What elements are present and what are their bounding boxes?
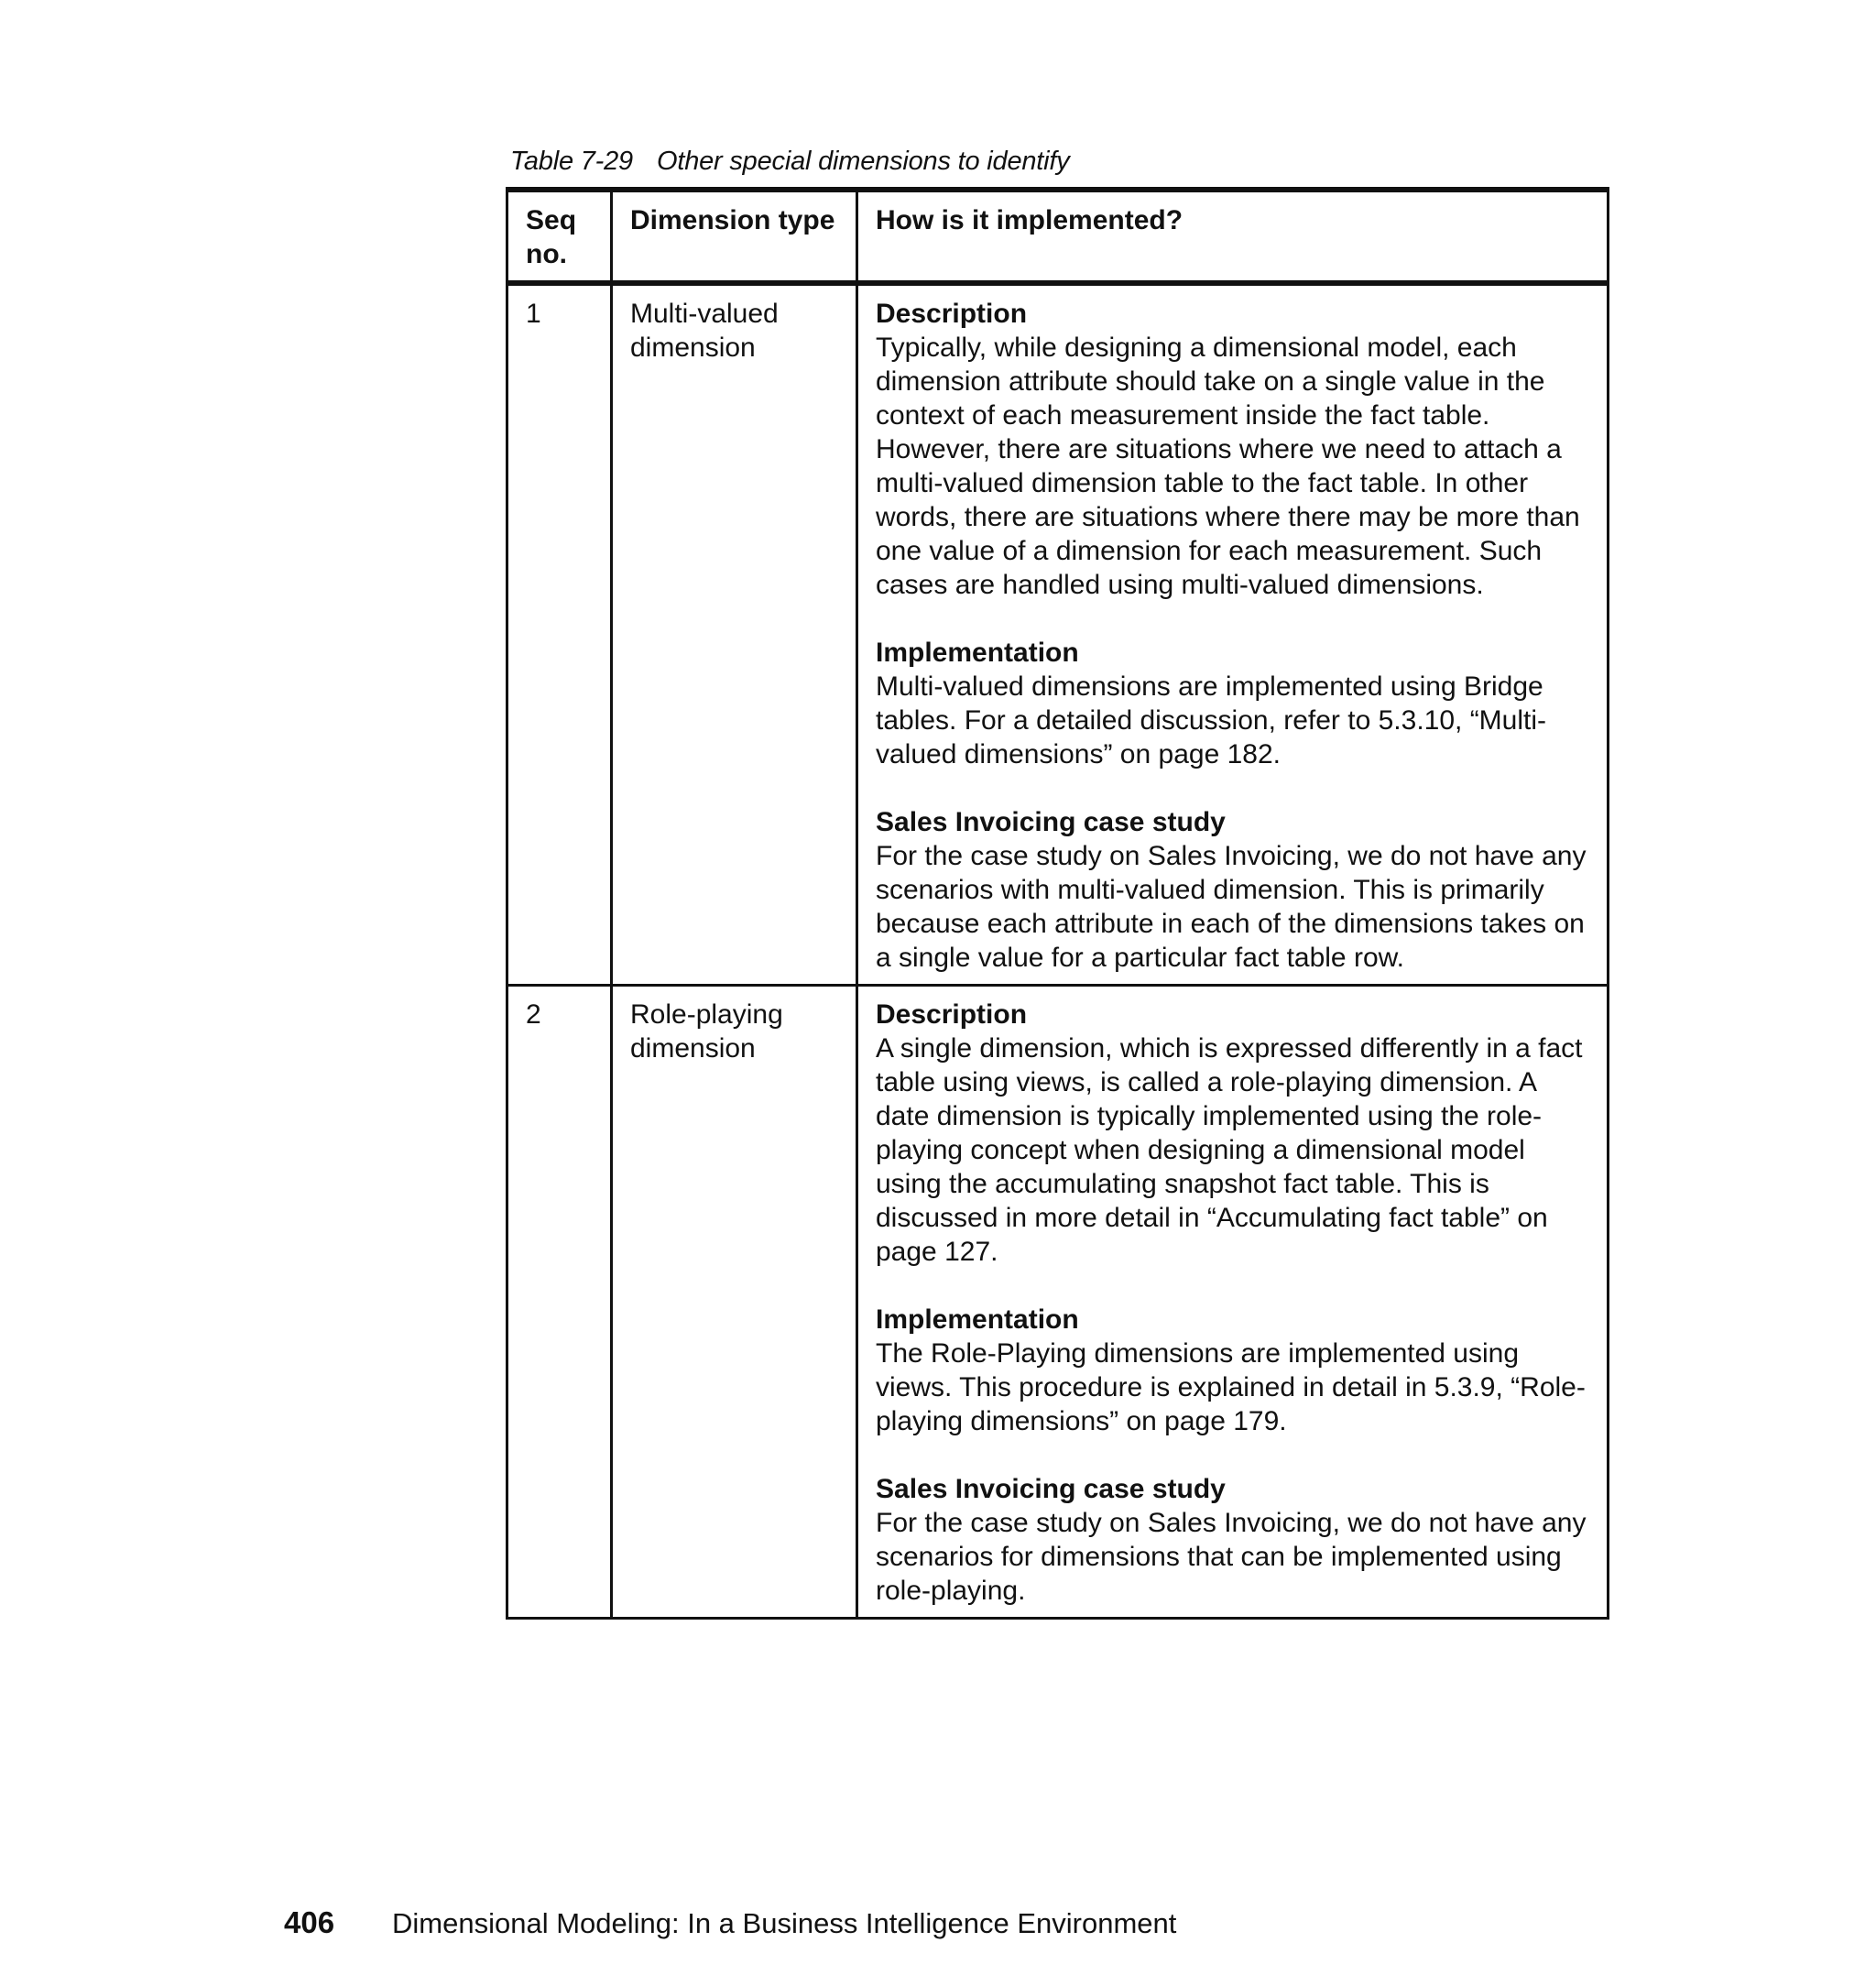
section-text: Multi-valued dimensions are implemented using Bridge tables. For a detailed discussion, refer to 5.3.10, “Multi-valued dimensions” on page 182. bbox=[876, 671, 1547, 769]
header-seq-no: Seq no. bbox=[507, 190, 612, 283]
section-heading: Implementation bbox=[876, 638, 1079, 668]
row-seq: 1 bbox=[507, 283, 612, 986]
row-implementation bbox=[857, 283, 1609, 986]
page-footer bbox=[284, 1905, 1176, 1940]
section-text: A single dimension, which is expressed differently in a fact table using views, is called a role-playing dimension. A date dimension is typically implemented using the role-playing concept when designing a dimensional model using the accumulating snapshot fact table. This is discussed in more detail in “Accumulating fact table” on page 127. bbox=[876, 1033, 1583, 1267]
header-how-implemented: How is it implemented? bbox=[857, 190, 1609, 283]
table-caption-number: Table 7-29 bbox=[510, 147, 633, 176]
header-dimension-type: Dimension type bbox=[612, 190, 857, 283]
section-heading: Sales Invoicing case study bbox=[876, 807, 1226, 837]
table-header-row bbox=[507, 190, 1609, 283]
row-seq: 2 bbox=[507, 986, 612, 1619]
section-text: For the case study on Sales Invoicing, we do not have any scenarios for dimensions that can be implemented using role-playing. bbox=[876, 1508, 1587, 1606]
table-row bbox=[507, 283, 1609, 986]
row-dimension-type: Role-playing dimension bbox=[612, 986, 857, 1619]
section-heading: Sales Invoicing case study bbox=[876, 1474, 1226, 1504]
section-text: For the case study on Sales Invoicing, we do not have any scenarios with multi-valued dimension. This is primarily because each attribute in each of the dimensions takes on a single value for a particular fact table row. bbox=[876, 841, 1587, 973]
book-title: Dimensional Modeling: In a Business Intelligence Environment bbox=[392, 1907, 1177, 1939]
page-number: 406 bbox=[284, 1905, 335, 1939]
table-caption-title: Other special dimensions to identify bbox=[656, 147, 1070, 176]
row-implementation bbox=[857, 986, 1609, 1619]
dimensions-table bbox=[506, 187, 1609, 1620]
section-text: Typically, while designing a dimensional model, each dimension attribute should take on a single value in the context of each measurement inside the fact table. However, there are situations where we need to attach a multi-valued dimension table to the fact table. In other words, there are situations where there may be more than one value of a dimension for each measurement. Such cases are handled using multi-valued dimensions. bbox=[876, 333, 1580, 600]
table-caption bbox=[510, 147, 1070, 177]
section-heading: Description bbox=[876, 999, 1028, 1030]
section-heading: Description bbox=[876, 299, 1028, 329]
section-text: The Role-Playing dimensions are implemented using views. This procedure is explained in detail in 5.3.9, “Role-playing dimensions” on page 179. bbox=[876, 1338, 1586, 1436]
table-row bbox=[507, 986, 1609, 1619]
row-dimension-type: Multi-valued dimension bbox=[612, 283, 857, 986]
section-heading: Implementation bbox=[876, 1304, 1079, 1335]
